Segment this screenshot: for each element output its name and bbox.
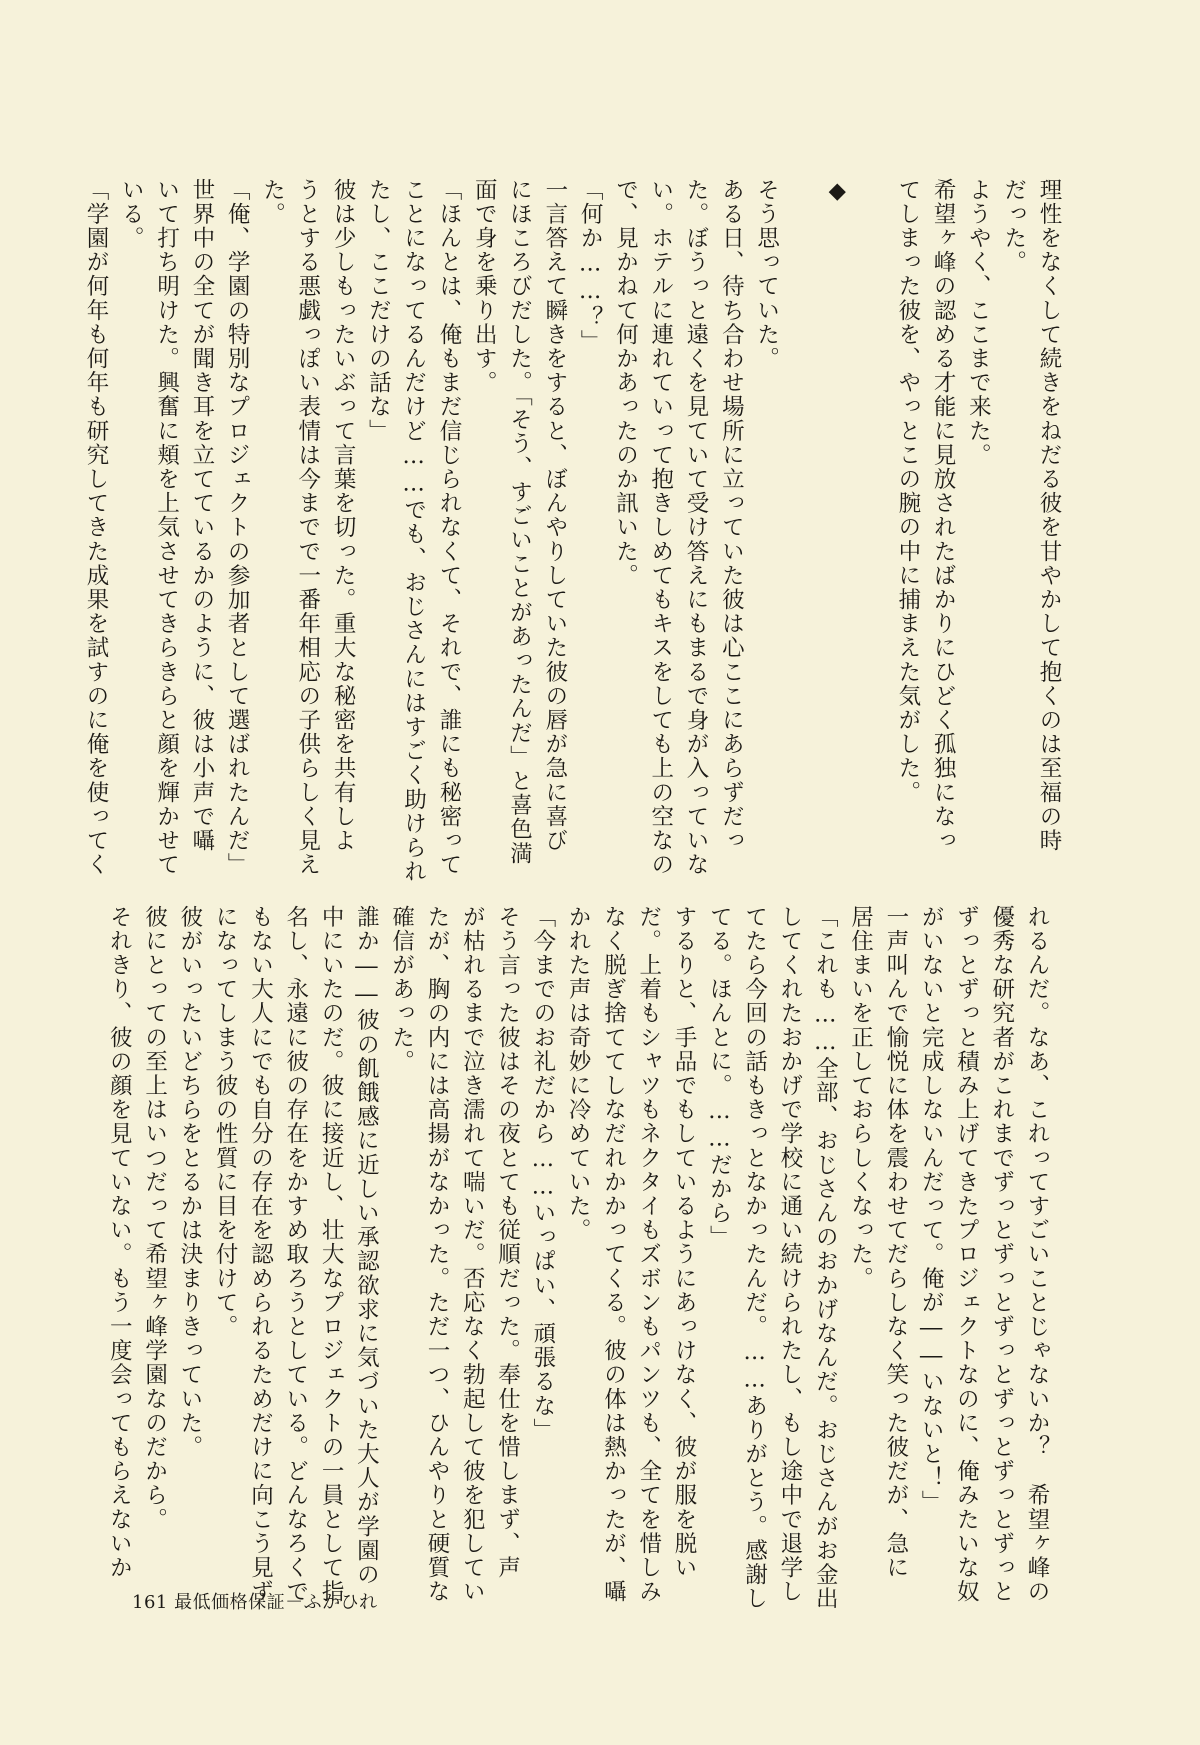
text-line: てる。ほんとに。……だから」 xyxy=(706,905,733,1250)
text-line: 一声叫んで愉悦に体を震わせてだらしなく笑った彼だが、急に xyxy=(882,905,909,1580)
text-line: 「ほんとは、俺もまだ信じられなくて、それで、誰にも秘密って xyxy=(435,178,462,877)
text-line xyxy=(854,178,889,818)
text-line: 理性をなくして続きをねだる彼を甘やかして抱くのは至福の時 xyxy=(1036,178,1062,853)
text-line: それきり、彼の顔を見ていない。もう一度会ってもらえないか xyxy=(106,905,133,1580)
text-line: 確信があった。 xyxy=(388,905,415,1074)
text-line: 中にいたのだ。彼に接近し、壮大なプロジェクトの一員として指 xyxy=(318,905,345,1604)
text-line: うとする悪戯っぽい表情は今までで一番年相応の子供らしく見え xyxy=(294,178,321,877)
text-line: だ。上着もシャツもネクタイもズボンもパンツも、全てを惜しみ xyxy=(635,905,662,1604)
text-line: いて打ち明けた。興奮に頬を上気させてきらきらと顔を輝かせて xyxy=(153,178,180,877)
text-line: 面で身を乗り出す。 xyxy=(471,178,498,395)
text-line: が枯れるまで泣き濡れて喘いだ。否応なく勃起して彼を犯してい xyxy=(459,905,486,1604)
text-line: で、見かねて何かあったのか訊いた。 xyxy=(612,178,639,588)
text-line: ことになってるんだけど……でも、おじさんにはすごく助けられ xyxy=(400,178,427,884)
text-line: なく脱ぎ捨ててしなだれかかってくる。彼の体は熱かったが、囁 xyxy=(600,905,627,1604)
text-line: 彼がいったいどちらをとるかは決まりきっていた。 xyxy=(176,905,203,1460)
text-line: 希望ヶ峰の認める才能に見放されたばかりにひどく孤独になっ xyxy=(930,178,957,853)
text-line: ある日、待ち合わせ場所に立っていた彼は心ここにあらずだっ xyxy=(718,178,745,853)
text-line: もない大人にでも自分の存在を認められるためだけに向こう見ず xyxy=(247,905,274,1604)
text-line: 「これも……全部、おじさんのおかげなんだ。おじさんがお金出 xyxy=(812,905,839,1611)
text-line: 世界中の全てが聞き耳を立てているかのように、彼は小声で囁 xyxy=(188,178,215,853)
text-line: いる。 xyxy=(118,178,145,251)
text-line: 「今までのお礼だから……いっぱい、頑張るな」 xyxy=(529,905,556,1443)
text-line: れるんだ。なあ、これってすごいことじゃないか？ 希望ヶ峰の xyxy=(1024,905,1050,1604)
text-line: 彼にとっての至上はいつだって希望ヶ峰学園なのだから。 xyxy=(141,905,168,1532)
text-line: そう思っていた。 xyxy=(753,178,780,371)
section-divider-mark: ◆ xyxy=(824,178,851,206)
text-line: てたら今回の話もきっとなかったんだ。……ありがとう。感謝し xyxy=(741,905,768,1611)
text-line: 誰か――彼の飢餓感に近しい承認欲求に気づいた大人が学園の xyxy=(353,905,380,1587)
text-line: てしまった彼を、やっとこの腕の中に捕まえた気がした。 xyxy=(894,178,921,805)
text-line xyxy=(784,178,819,818)
text-line: 名し、永遠に彼の存在をかすめ取ろうとしている。どんなろくで xyxy=(282,905,309,1604)
page-footer: 161 最低価格保証－ふかひれ xyxy=(132,1592,378,1613)
text-line: た。 xyxy=(259,178,286,227)
text-line: 「何か……？」 xyxy=(577,178,604,354)
text-line: 一言答えて瞬きをすると、ぼんやりしていた彼の唇が急に喜び xyxy=(541,178,568,853)
text-line: するりと、手品でもしているようにあっけなく、彼が服を脱い xyxy=(671,905,698,1580)
text-line: そう言った彼はその夜とても従順だった。奉仕を惜しまず、声 xyxy=(494,905,521,1580)
text-line: になってしまう彼の性質に目を付けて。 xyxy=(212,905,239,1339)
text-line: たが、胸の内には高揚がなかった。ただ一つ、ひんやりと硬質な xyxy=(423,905,450,1604)
text-line: にほころびだした。「そう、すごいことがあったんだ」と喜色満 xyxy=(506,178,533,866)
text-line: ようやく、ここまで来た。 xyxy=(965,178,992,468)
text-line: 彼は少しもったいぶって言葉を切った。重大な秘密を共有しよ xyxy=(330,178,357,853)
text-line: たし、ここだけの話な」 xyxy=(365,178,392,444)
text-line: だった。 xyxy=(1000,178,1027,275)
text-line: 「俺、学園の特別なプロジェクトの参加者として選ばれたんだ」 xyxy=(224,178,251,877)
text-line: い。ホテルに連れていって抱きしめてもキスをしても上の空なの xyxy=(647,178,674,877)
text-line: してくれたおかげで学校に通い続けられたし、もし途中で退学し xyxy=(776,905,803,1604)
text-line: 「学園が何年も何年も研究してきた成果を試すのに俺を使ってく xyxy=(82,178,109,877)
top-text-block xyxy=(82,178,1066,884)
text-line: 居住まいを正しておらしくなった。 xyxy=(847,905,874,1291)
text-line: た。ぼうっと遠くを見ていて受け答えにもまるで身が入っていな xyxy=(683,178,710,877)
text-line: かれた声は奇妙に冷めていた。 xyxy=(565,905,592,1243)
text-line: 優秀な研究者がこれまでずっとずっとずっとずっとずっとずっと xyxy=(988,905,1015,1604)
text-line: ずっとずっと積み上げてきたプロジェクトなのに、俺みたいな奴 xyxy=(953,905,980,1604)
text-line: がいないと完成しないんだって。俺が――いないと！」 xyxy=(918,905,945,1515)
